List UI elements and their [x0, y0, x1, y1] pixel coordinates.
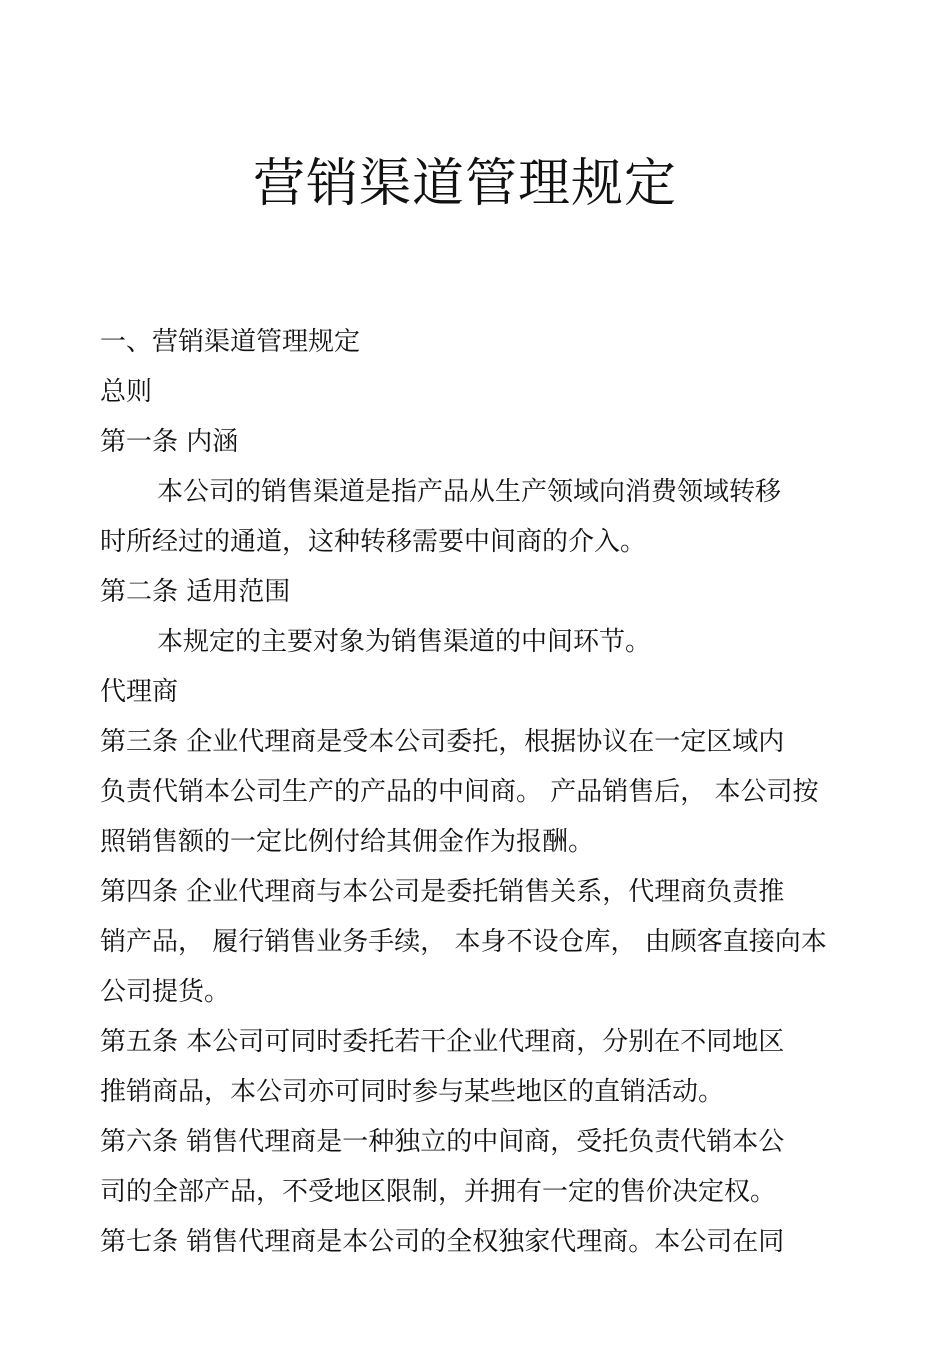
article-1-heading: 第一条 内涵 — [100, 427, 239, 457]
article-7-line-1: 第七条 销售代理商是本公司的全权独家代理商。本公司在同 — [100, 1227, 785, 1257]
article-3-line-2: 负责代销本公司生产的产品的中间商。 产品销售后， 本公司按 — [100, 777, 819, 807]
section-heading: 一、营销渠道管理规定 — [100, 327, 361, 357]
article-1-text-line-2: 时所经过的通道，这种转移需要中间商的介入。 — [100, 527, 647, 557]
subsection-heading-general: 总则 — [100, 377, 153, 407]
article-2-text: 本规定的主要对象为销售渠道的中间环节。 — [157, 627, 652, 657]
article-2-heading: 第二条 适用范围 — [100, 577, 291, 607]
article-4-line-2: 销产品， 履行销售业务手续， 本身不设仓库， 由顾客直接向本 — [100, 927, 827, 957]
article-1-text-line-1: 本公司的销售渠道是指产品从生产领域向消费领域转移 — [157, 477, 782, 507]
subsection-heading-agent: 代理商 — [100, 677, 179, 707]
article-3-line-3: 照销售额的一定比例付给其佣金作为报酬。 — [100, 827, 595, 857]
article-6-line-2: 司的全部产品，不受地区限制，并拥有一定的售价决定权。 — [100, 1177, 777, 1207]
article-3-line-1: 第三条 企业代理商是受本公司委托，根据协议在一定区域内 — [100, 727, 785, 757]
document-title: 营销渠道管理规定 — [252, 154, 677, 214]
article-4-line-1: 第四条 企业代理商与本公司是委托销售关系，代理商负责推 — [100, 877, 785, 907]
article-5-line-1: 第五条 本公司可同时委托若干企业代理商，分别在不同地区 — [100, 1027, 785, 1057]
article-6-line-1: 第六条 销售代理商是一种独立的中间商，受托负责代销本公 — [100, 1127, 785, 1157]
article-4-line-3: 公司提货。 — [100, 977, 231, 1007]
article-5-line-2: 推销商品，本公司亦可同时参与某些地区的直销活动。 — [100, 1077, 725, 1107]
